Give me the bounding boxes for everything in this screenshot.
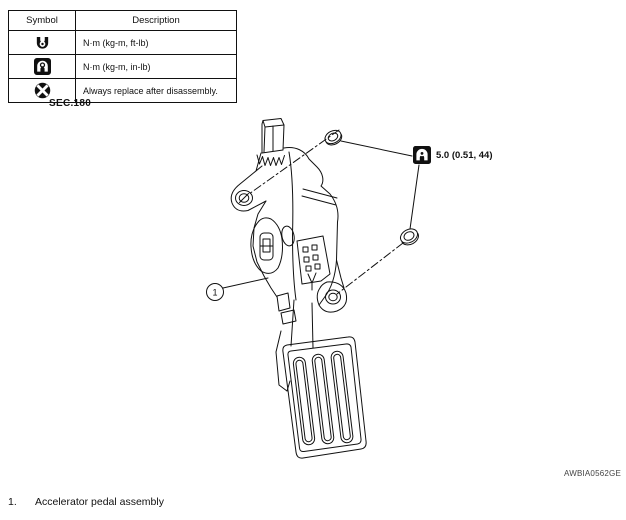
legend-description: N·m (kg-m, ft-lb) xyxy=(76,31,237,55)
legend-header-description: Description xyxy=(76,11,237,31)
figure-code: AWBIA0562GE xyxy=(563,469,621,478)
leader-lower-nut xyxy=(410,165,419,229)
leader-callout-1 xyxy=(223,278,268,288)
perforated-plate xyxy=(297,236,330,290)
callout-number: 1 xyxy=(212,287,218,298)
part-index: 1. xyxy=(8,496,17,508)
centerline-lower xyxy=(337,243,403,294)
torque-nm-inlb-icon xyxy=(413,146,431,164)
legend-header-symbol: Symbol xyxy=(9,11,76,31)
sensor-housing xyxy=(251,218,296,274)
torque-value: 5.0 (0.51, 44) xyxy=(436,149,493,161)
legend-description: Always replace after disassembly. xyxy=(76,79,237,103)
upper-nut xyxy=(323,128,344,148)
parts-list xyxy=(8,496,164,508)
part-name: Accelerator pedal assembly xyxy=(35,496,164,508)
section-label: SEC.180 xyxy=(49,98,92,109)
pedal-bracket-body xyxy=(253,148,338,305)
stopper-bracket xyxy=(276,331,290,391)
pedal-pad xyxy=(283,337,366,458)
connector xyxy=(257,119,285,166)
lower-mounting-ear xyxy=(317,260,346,312)
leader-upper-nut xyxy=(341,141,412,156)
torque-spec-callout xyxy=(413,146,493,164)
pedal-arm xyxy=(277,293,313,348)
legend-description: N·m (kg-m, in-lb) xyxy=(76,55,237,79)
